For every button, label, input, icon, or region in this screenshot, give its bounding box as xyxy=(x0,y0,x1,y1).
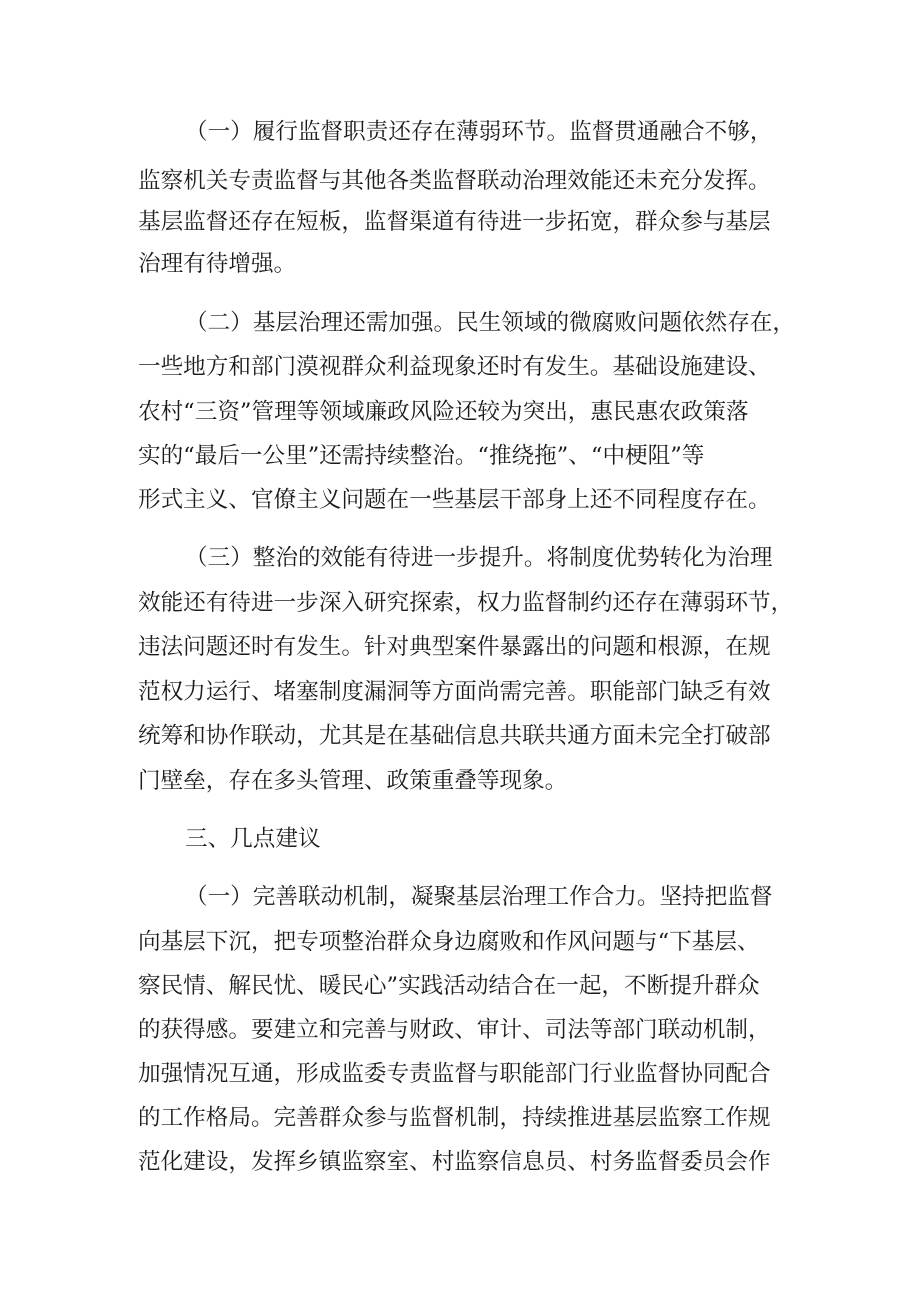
paragraph-2-2-line: 形式主义、官僚主义问题在一些基层干部身上还不同程度存在。 xyxy=(138,487,771,513)
paragraph-2-2-line: 农村“三资”管理等领域廉政风险还较为突出，惠民惠农政策落 xyxy=(138,399,749,425)
paragraph-2-1-line: 监察机关专责监督与其他各类监督联动治理效能还未充分发挥。 xyxy=(138,168,771,194)
paragraph-2-3-line: 门壁垒，存在多头管理、政策重叠等现象。 xyxy=(138,768,568,794)
section-heading: 三、几点建议 xyxy=(185,826,321,852)
paragraph-2-2-line: （二）基层治理还需加强。民生领域的微腐败问题依然存在， xyxy=(185,310,796,336)
paragraph-2-1-line: （一）履行监督职责还存在薄弱环节。监督贯通融合不够， xyxy=(185,119,773,145)
paragraph-2-1-line: 治理有待增强。 xyxy=(138,251,297,277)
paragraph-2-2-line: 一些地方和部门漠视群众利益现象还时有发生。基础设施建设、 xyxy=(138,354,771,380)
paragraph-2-3-line: 范权力运行、堵塞制度漏洞等方面尚需完善。职能部门缺乏有效 xyxy=(138,679,771,705)
paragraph-2-1-line: 基层监督还存在短板，监督渠道有待进一步拓宽，群众参与基层 xyxy=(138,209,771,235)
paragraph-3-1-line: （一）完善联动机制，凝聚基层治理工作合力。坚持把监督 xyxy=(185,884,773,910)
paragraph-2-3-line: （三）整治的效能有待进一步提升。将制度优势转化为治理 xyxy=(185,545,773,571)
paragraph-2-3-line: 效能还有待进一步深入研究探索，权力监督制约还存在薄弱环节， xyxy=(138,590,794,616)
paragraph-2-3-line: 统筹和协作联动，尤其是在基础信息共联共通方面未完全打破部 xyxy=(138,723,771,749)
paragraph-3-1-line: 察民情、解民忧、暖民心”实践活动结合在一起，不断提升群众 xyxy=(138,973,760,999)
paragraph-2-3-line: 违法问题还时有发生。针对典型案件暴露出的问题和根源，在规 xyxy=(138,634,771,660)
paragraph-3-1-line: 的获得感。要建立和完善与财政、审计、司法等部门联动机制， xyxy=(138,1017,771,1043)
paragraph-3-1-line: 向基层下沉，把专项整治群众身边腐败和作风问题与“下基层、 xyxy=(138,929,760,955)
paragraph-3-1-line: 的工作格局。完善群众参与监督机制，持续推进基层监察工作规 xyxy=(138,1105,771,1131)
paragraph-3-1-line: 范化建设，发挥乡镇监察室、村监察信息员、村务监督委员会作 xyxy=(138,1149,771,1175)
paragraph-2-2-line: 实的“最后一公里”还需持续整治。“推绕拖”、“中梗阻”等 xyxy=(138,443,705,469)
paragraph-3-1-line: 加强情况互通，形成监委专责监督与职能部门行业监督协同配合 xyxy=(138,1061,771,1087)
